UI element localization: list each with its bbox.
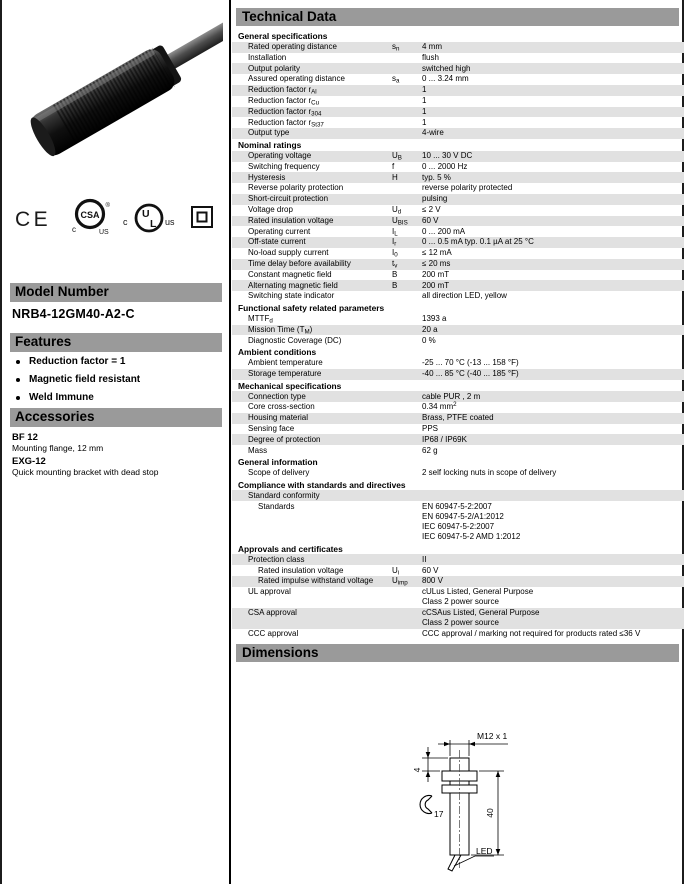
spec-row [232, 74, 684, 85]
spec-label: Rated impulse withstand voltage [258, 576, 374, 586]
led-label: LED [476, 846, 493, 856]
section-header: Approvals and certificates [238, 543, 343, 554]
wrench-size-label: 17 [434, 809, 444, 819]
head-height-label: 4 [412, 767, 422, 773]
spec-symbol [392, 629, 422, 639]
spec-symbol: $I_r$ [392, 237, 397, 248]
svg-text:c: c [123, 217, 128, 227]
spec-value: 10 ... 30 V DC [422, 151, 473, 161]
spec-label: Reduction factor $r_{St37}$ [248, 117, 324, 129]
spec-label: Assured operating distance [248, 74, 345, 84]
spec-row [232, 151, 684, 162]
spec-row [232, 162, 684, 173]
spec-symbol [392, 502, 422, 543]
spec-value: 60 V [422, 215, 439, 225]
spec-label: Off-state current [248, 237, 306, 247]
spec-label: Output type [248, 128, 290, 138]
svg-text:c: c [72, 225, 76, 234]
spec-row [232, 490, 684, 501]
spec-value: 200 mT [422, 280, 450, 290]
spec-value: -40 ... 85 °C (-40 ... 185 °F) [422, 369, 519, 378]
spec-symbol [392, 194, 422, 204]
spec-symbol [392, 468, 422, 478]
spec-symbol: $I_L$ [392, 226, 398, 238]
right-column [230, 0, 684, 884]
spec-value: ≤ 20 ms [422, 259, 451, 269]
spec-symbol: B [392, 269, 398, 279]
svg-text:U: U [142, 208, 150, 220]
csa-mark-icon [66, 196, 114, 240]
spec-label: Protection class [248, 554, 305, 564]
spec-row [232, 172, 684, 183]
spec-row [232, 434, 684, 445]
spec-label: Output polarity [248, 63, 301, 73]
spec-label: Switching state indicator [248, 291, 335, 301]
spec-row [232, 629, 684, 640]
spec-symbol: $U_B$ [392, 151, 402, 162]
feature-item [12, 356, 222, 368]
spec-row [232, 107, 684, 118]
wrench-icon [420, 796, 432, 814]
spec-label: UL approval [248, 587, 291, 597]
spec-label: Sensing face [248, 423, 295, 433]
spec-value: all direction LED, yellow [422, 291, 507, 301]
spec-row [232, 53, 684, 64]
spec-row [232, 216, 684, 227]
spec-row [232, 554, 684, 565]
svg-text:CSA: CSA [80, 210, 100, 220]
spec-label: Housing material [248, 413, 309, 423]
spec-label: Voltage drop [248, 205, 293, 215]
spec-symbol [392, 446, 422, 456]
spec-value: EN 60947-5-2:2007 EN 60947-5-2/A1:2012 IEC 60947-5-2:2007 IEC 60947-5-2 AMD 1:2012 [422, 501, 521, 542]
model-number-header: Model Number [10, 283, 222, 302]
accessory-code: EXG-12 [12, 456, 46, 467]
spec-label: Switching frequency [248, 161, 320, 171]
spec-symbol [392, 64, 422, 74]
spec-row [232, 205, 684, 216]
spec-symbol [392, 424, 422, 434]
spec-row [232, 291, 684, 302]
spec-label: Storage temperature [248, 369, 322, 378]
spec-row [232, 369, 684, 380]
ce-mark-icon [14, 204, 58, 232]
spec-symbol: $U_d$ [392, 205, 402, 216]
section-header: Nominal ratings [238, 139, 302, 150]
spec-value: 0 ... 200 mA [422, 226, 466, 236]
spec-value: cable PUR , 2 m [422, 391, 481, 401]
spec-row [232, 42, 684, 53]
technical-data-table [232, 30, 684, 640]
spec-value: 1393 a [422, 314, 447, 324]
spec-label: Degree of protection [248, 434, 321, 444]
spec-row [232, 576, 684, 587]
spec-label: $MTTF_d$ [248, 314, 273, 325]
feature-item [12, 392, 222, 404]
spec-row [232, 358, 684, 369]
spec-label: CCC approval [248, 629, 299, 639]
spec-value: 62 g [422, 445, 438, 455]
spec-label: Installation [248, 52, 287, 62]
spec-symbol [392, 118, 422, 128]
accessory-description: Quick mounting bracket with dead stop [12, 467, 159, 477]
spec-label: Rated operating distance [248, 42, 337, 52]
spec-value: flush [422, 52, 439, 62]
spec-label: Short-circuit protection [248, 194, 329, 204]
spec-label: Connection type [248, 391, 306, 401]
spec-symbol: H [392, 172, 398, 182]
spec-symbol [392, 53, 422, 63]
spec-symbol [392, 402, 422, 412]
spec-value: 4 mm [422, 42, 442, 52]
spec-symbol [392, 555, 422, 565]
ul-mark-icon [120, 200, 180, 240]
spec-label: Reverse polarity protection [248, 183, 344, 193]
spec-symbol: $I_0$ [392, 248, 398, 259]
spec-row [232, 237, 684, 248]
certification-row [8, 196, 222, 244]
technical-data-header: Technical Data [236, 8, 679, 26]
spec-value: II [422, 554, 427, 564]
drawing-cable [448, 855, 461, 871]
spec-label: CSA approval [248, 608, 297, 618]
section-header: Functional safety related parameters [238, 302, 385, 313]
spec-value: 0 % [422, 335, 436, 345]
spec-label: Diagnostic Coverage (DC) [248, 335, 342, 345]
bullet-icon [16, 378, 20, 382]
spec-value: ≤ 12 mA [422, 248, 452, 258]
spec-symbol [392, 291, 422, 301]
spec-value: 200 mT [422, 269, 450, 279]
spec-row [232, 565, 684, 576]
spec-symbol [392, 435, 422, 445]
spec-symbol: $s_n$ [392, 42, 400, 53]
spec-row [232, 413, 684, 424]
spec-row [232, 501, 684, 542]
spec-row [232, 608, 684, 629]
spec-row [232, 335, 684, 346]
spec-label: Alternating magnetic field [248, 280, 338, 290]
thread-label: M12 x 1 [477, 731, 508, 741]
accessories-header: Accessories [10, 408, 222, 427]
spec-value: 20 a [422, 324, 438, 334]
dimension-drawing [382, 720, 614, 882]
spec-symbol [392, 85, 422, 95]
feature-text: Weld Immune [29, 392, 94, 403]
section-header: General information [238, 457, 318, 468]
features-list [12, 356, 222, 410]
spec-value: 0.34 $mm^2$ [422, 401, 457, 412]
spec-value: CCC approval / marking not required for products rated ≤36 V [422, 629, 641, 639]
model-number-value: NRB4-12GM40-A2-C [12, 307, 135, 321]
spec-value: cCSAus Listed, General Purpose Class 2 power source [422, 608, 540, 628]
spec-symbol [392, 413, 422, 423]
left-column [2, 0, 229, 884]
spec-label: Time delay before availability [248, 259, 351, 269]
spec-row [232, 314, 684, 325]
spec-value: ≤ 2 V [422, 205, 441, 215]
spec-label: No-load supply current [248, 248, 329, 258]
spec-symbol: $s_a$ [392, 74, 400, 85]
spec-value: 1 [422, 117, 427, 127]
spec-label: Mission Time $(T_M)$ [248, 324, 313, 336]
section-header: General specifications [238, 31, 328, 41]
spec-value: 1 [422, 106, 427, 116]
spec-value: Brass, PTFE coated [422, 413, 494, 423]
spec-symbol [392, 369, 422, 379]
spec-symbol: $U_{BIS}$ [392, 215, 408, 227]
spec-symbol [392, 96, 422, 106]
spec-row [232, 445, 684, 456]
spec-row [232, 424, 684, 435]
spec-row [232, 259, 684, 270]
spec-label: Core cross-section [248, 402, 315, 412]
spec-value: 1 [422, 85, 427, 95]
spec-value: 60 V [422, 565, 439, 575]
svg-text:CE: CE [15, 208, 52, 231]
dimensions-header: Dimensions [236, 644, 679, 662]
spec-value: typ. 5 % [422, 172, 451, 182]
section-header: Ambient conditions [238, 347, 317, 358]
spec-row [232, 63, 684, 74]
spec-row [232, 194, 684, 205]
spec-row [232, 270, 684, 281]
spec-row [232, 85, 684, 96]
spec-row [232, 117, 684, 128]
svg-text:us: us [165, 217, 175, 227]
feature-text: Magnetic field resistant [29, 374, 141, 385]
spec-symbol [392, 107, 422, 117]
spec-row [232, 280, 684, 291]
spec-label: Standard conformity [248, 490, 320, 500]
spec-row [232, 183, 684, 194]
spec-value: pulsing [422, 194, 448, 204]
feature-text: Reduction factor = 1 [29, 356, 126, 367]
spec-value: PPS [422, 423, 439, 433]
spec-symbol [392, 336, 422, 346]
spec-value: -25 ... 70 °C (-13 ... 158 °F) [422, 358, 519, 368]
accessory-code: BF 12 [12, 432, 38, 443]
spec-value: 0 ... 0.5 mA typ. 0.1 µA at 25 °C [422, 237, 534, 247]
spec-label: Ambient temperature [248, 358, 323, 368]
bullet-icon [16, 396, 20, 400]
spec-label: Operating voltage [248, 151, 312, 161]
spec-symbol [392, 358, 422, 368]
spec-symbol [392, 183, 422, 193]
spec-symbol [392, 314, 422, 324]
spec-label: Scope of delivery [248, 468, 310, 478]
spec-label: Constant magnetic field [248, 269, 332, 279]
spec-symbol: B [392, 280, 398, 290]
spec-row [232, 391, 684, 402]
spec-symbol [392, 587, 422, 607]
bullet-icon [16, 360, 20, 364]
spec-row [232, 587, 684, 608]
feature-item [12, 374, 222, 386]
spec-label: Hysteresis [248, 172, 286, 182]
spec-label: Mass [248, 445, 268, 455]
product-photo [9, 6, 223, 174]
spec-symbol: $U_i$ [392, 565, 400, 577]
spec-symbol [392, 325, 422, 335]
spec-row [232, 226, 684, 237]
body-length-label: 40 [485, 808, 495, 818]
spec-value: 4-wire [422, 128, 444, 138]
spec-value: 0 ... 2000 Hz [422, 161, 468, 171]
spec-row [232, 402, 684, 413]
spec-label: Standards [258, 501, 295, 511]
spec-symbol: f [392, 161, 395, 171]
spec-row [232, 325, 684, 336]
spec-row [232, 96, 684, 107]
section-header: Mechanical specifications [238, 380, 342, 391]
spec-label: Rated insulation voltage [258, 565, 344, 575]
accessory-description: Mounting flange, 12 mm [12, 443, 104, 453]
spec-row [232, 128, 684, 139]
double-insulation-icon [190, 205, 214, 229]
spec-symbol: $U_{imp}$ [392, 576, 408, 587]
spec-value: 2 self locking nuts in scope of delivery [422, 468, 557, 478]
features-header: Features [10, 333, 222, 352]
spec-value: IP68 / IP69K [422, 434, 467, 444]
spec-value: switched high [422, 63, 471, 73]
spec-value: 0 ... 3.24 mm [422, 74, 469, 84]
svg-text:®: ® [105, 203, 110, 209]
spec-value: cULus Listed, General Purpose Class 2 power source [422, 587, 534, 607]
spec-value: 800 V [422, 576, 443, 586]
spec-symbol: $t_v$ [392, 259, 398, 270]
spec-value: reverse polarity protected [422, 183, 513, 193]
spec-symbol [392, 392, 422, 402]
spec-label: Operating current [248, 226, 311, 236]
spec-label: Rated insulation voltage [248, 215, 334, 225]
spec-symbol [392, 608, 422, 628]
spec-symbol [392, 128, 422, 138]
accessories-list [12, 429, 224, 477]
spec-row [232, 248, 684, 259]
section-header: Compliance with standards and directives [238, 479, 406, 490]
spec-label: Reduction factor $r_{Cu}$ [248, 96, 320, 107]
spec-label: Reduction factor $r_{304}$ [248, 106, 322, 118]
svg-text:L: L [150, 218, 157, 230]
svg-text:US: US [99, 229, 109, 236]
spec-row [232, 468, 684, 479]
spec-label: Reduction factor $r_{Al}$ [248, 85, 317, 96]
spec-value: 1 [422, 96, 427, 106]
